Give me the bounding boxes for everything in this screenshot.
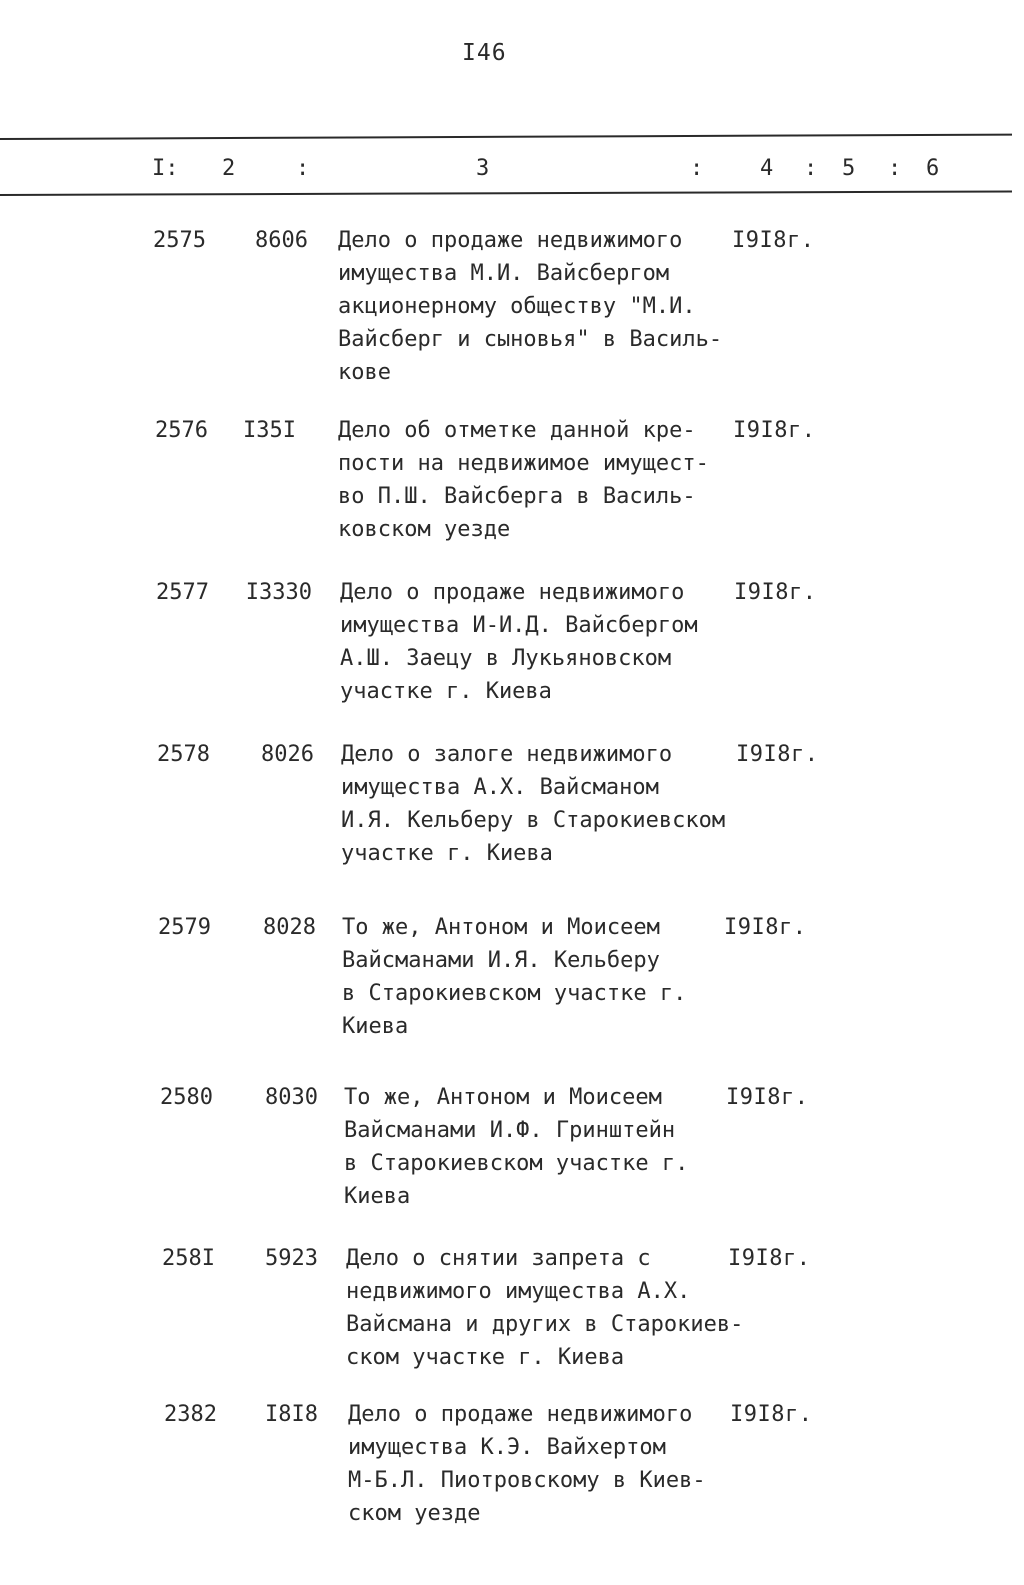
- description-line: Дело о продаже недвижимого: [348, 1402, 693, 1427]
- description-line: Киева: [344, 1184, 411, 1209]
- header-separator: :: [690, 156, 704, 181]
- description-line: И.Я. Кельберу в Старокиевском: [341, 808, 726, 833]
- entry-description: [340, 576, 698, 708]
- file-number: I3330: [245, 580, 312, 605]
- entry-description: [338, 224, 722, 389]
- description-line: в Старокиевском участке г.: [344, 1151, 689, 1176]
- description-line: То же, Антоном и Моисеем: [344, 1085, 662, 1110]
- description-line: во П.Ш. Вайсберга в Василь-: [338, 484, 696, 509]
- description-line: пости на недвижимое имущест-: [338, 451, 709, 476]
- entry-year: I9I8г.: [726, 1085, 809, 1110]
- description-line: имущества И-И.Д. Вайсбергом: [340, 613, 698, 638]
- description-line: ском участке г. Киева: [346, 1345, 625, 1370]
- file-number: 8026: [261, 742, 314, 767]
- description-line: Дело о снятии запрета с: [346, 1246, 651, 1271]
- description-line: Дело о залоге недвижимого: [341, 742, 673, 767]
- description-line: Вайсберг и сыновья" в Василь-: [338, 327, 723, 352]
- file-number: 8028: [263, 915, 316, 940]
- description-line: участке г. Киева: [340, 679, 552, 704]
- entry-number: 2580: [160, 1085, 213, 1110]
- description-line: имущества М.И. Вайсбергом: [338, 261, 670, 286]
- header-separator: :: [804, 156, 818, 181]
- description-line: То же, Антоном и Моисеем: [342, 915, 660, 940]
- entry-year: I9I8г.: [736, 742, 819, 767]
- page-number: I46: [462, 40, 507, 66]
- file-number: I35I: [243, 418, 296, 443]
- file-number: 5923: [265, 1246, 318, 1271]
- description-line: Дело об отметке данной кре-: [338, 418, 696, 443]
- file-number: 8606: [255, 228, 308, 253]
- header-col-3: 3: [476, 156, 490, 181]
- entry-description: [348, 1398, 706, 1530]
- entry-number: 2578: [157, 742, 210, 767]
- description-line: Вайсманами И.Я. Кельберу: [342, 948, 660, 973]
- header-col-2: 2: [222, 156, 236, 181]
- entry-description: [338, 414, 709, 546]
- entry-description: [341, 738, 725, 870]
- entry-number: 258I: [162, 1246, 215, 1271]
- header-col-1: I:: [152, 156, 179, 181]
- description-line: Дело о продаже недвижимого: [340, 580, 685, 605]
- description-line: акционерному обществу "М.И.: [338, 294, 696, 319]
- header-col-5: 5: [842, 156, 856, 181]
- entry-year: I9I8г.: [728, 1246, 811, 1271]
- entry-year: I9I8г.: [734, 580, 817, 605]
- description-line: недвижимого имущества А.Х.: [346, 1279, 691, 1304]
- description-line: участке г. Киева: [341, 841, 553, 866]
- entry-number: 2579: [158, 915, 211, 940]
- description-line: Вайсманами И.Ф. Гринштейн: [344, 1118, 676, 1143]
- description-line: имущества К.Э. Вайхертом: [348, 1435, 666, 1460]
- header-col-4: 4: [760, 156, 774, 181]
- entry-description: [342, 911, 686, 1043]
- entry-number: 2576: [155, 418, 208, 443]
- description-line: в Старокиевском участке г.: [342, 981, 687, 1006]
- entry-description: [346, 1242, 743, 1374]
- header-bottom-rule: [0, 190, 1012, 196]
- description-line: имущества А.Х. Вайсманом: [341, 775, 659, 800]
- description-line: А.Ш. Заецу в Лукьяновском: [340, 646, 672, 671]
- description-line: ковском уезде: [338, 517, 511, 542]
- entry-number: 2575: [153, 228, 206, 253]
- description-line: Вайсмана и других в Старокиев-: [346, 1312, 744, 1337]
- description-line: кове: [338, 360, 391, 385]
- description-line: Дело о продаже недвижимого: [338, 228, 683, 253]
- header-col-6: 6: [926, 156, 940, 181]
- header-separator: :: [888, 156, 902, 181]
- entry-year: I9I8г.: [733, 418, 816, 443]
- entry-year: I9I8г.: [730, 1402, 813, 1427]
- entry-description: [344, 1081, 688, 1213]
- entry-year: I9I8г.: [724, 915, 807, 940]
- description-line: М-Б.Л. Пиотровскому в Киев-: [348, 1468, 706, 1493]
- description-line: ском уезде: [348, 1501, 481, 1526]
- entry-year: I9I8г.: [732, 228, 815, 253]
- header-top-rule: [0, 134, 1012, 140]
- entry-number: 2382: [164, 1402, 217, 1427]
- file-number: I8I8: [265, 1402, 318, 1427]
- file-number: 8030: [265, 1085, 318, 1110]
- entry-number: 2577: [156, 580, 209, 605]
- description-line: Киева: [342, 1014, 409, 1039]
- header-separator: :: [296, 156, 310, 181]
